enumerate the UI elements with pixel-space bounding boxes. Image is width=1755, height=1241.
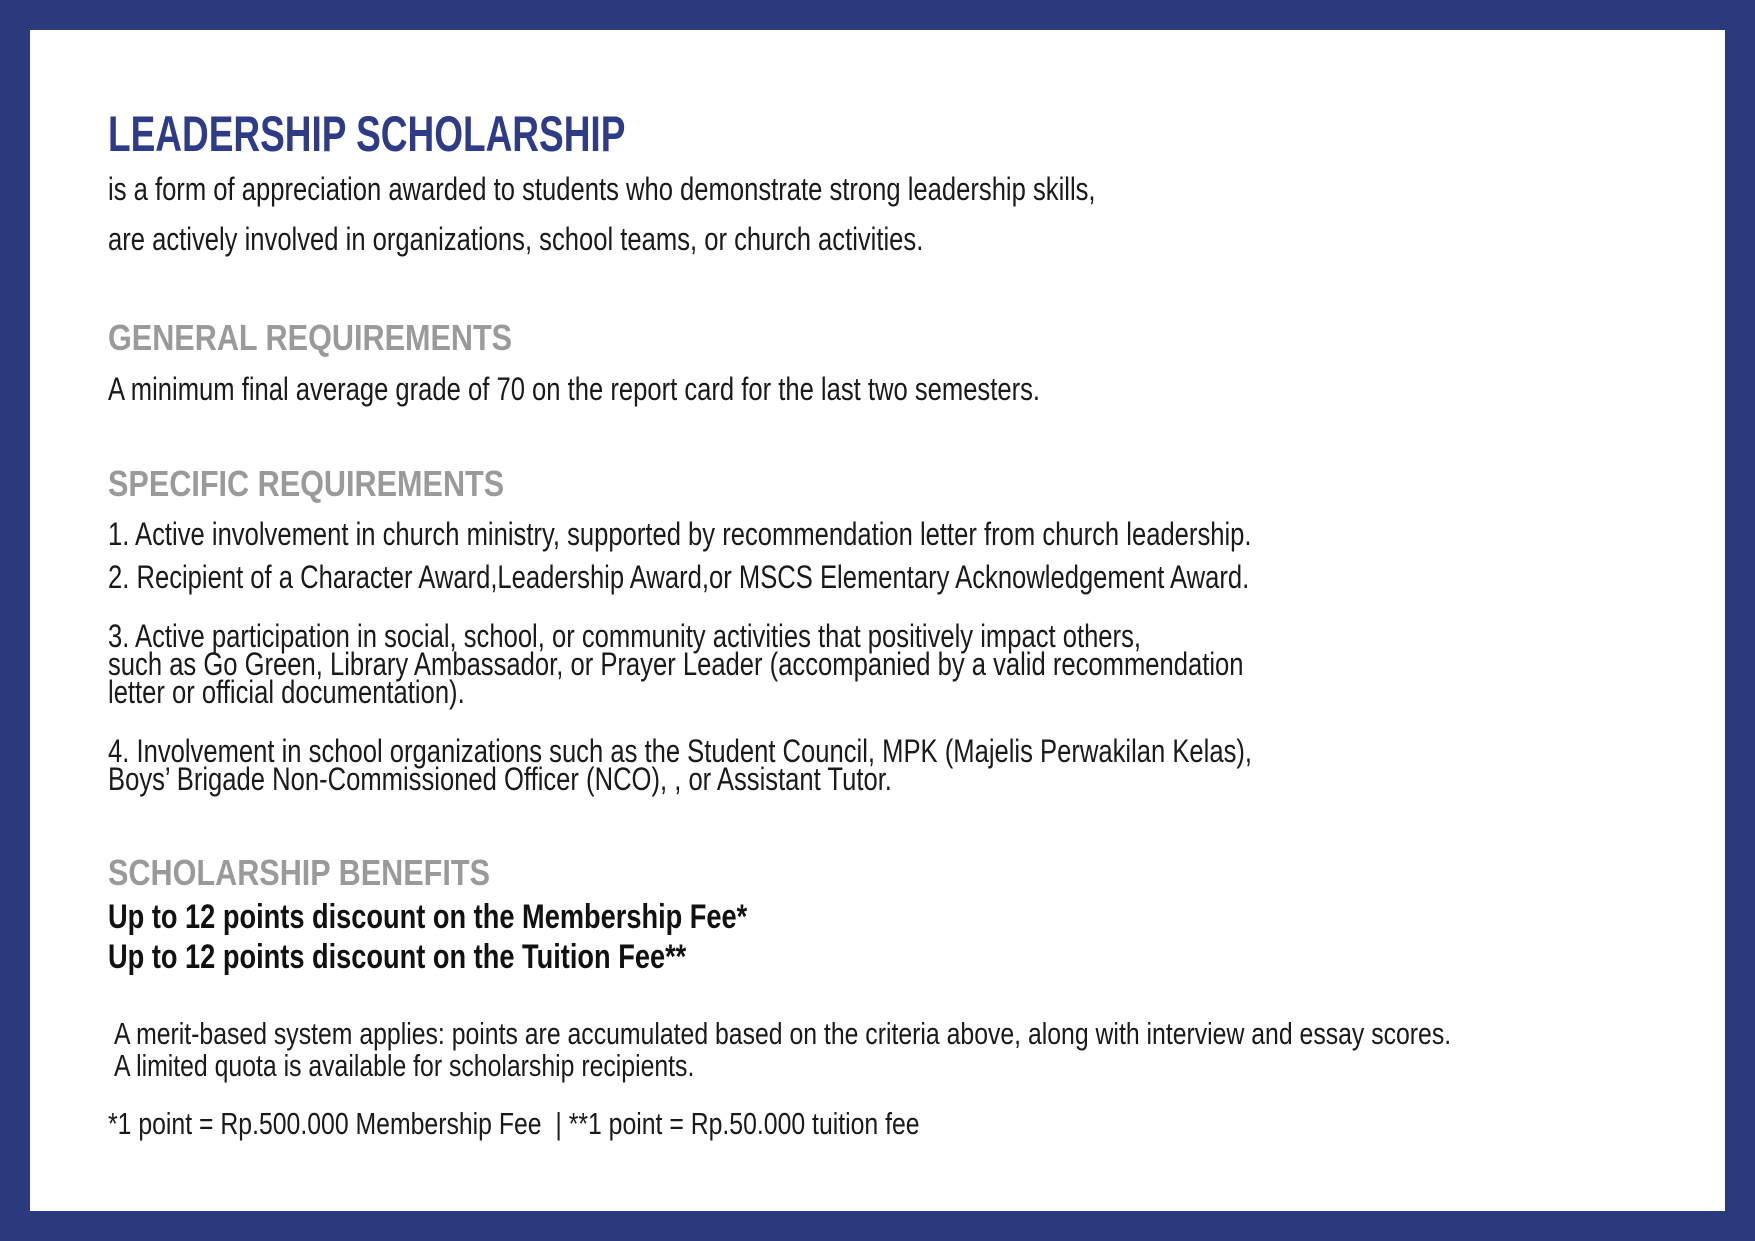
specific-requirement-item-3-line-2: such as Go Green, Library Ambassador, or Prayer Leader (accompanied by a valid recommendation	[108, 646, 1244, 682]
page-title: LEADERSHIP SCHOLARSHIP	[108, 106, 626, 162]
scholarship-benefits-heading: SCHOLARSHIP BENEFITS	[108, 852, 490, 893]
specific-requirements-heading: SPECIFIC REQUIREMENTS	[108, 463, 505, 504]
point-value-footnote: *1 point = Rp.500.000 Membership Fee | **1 point = Rp.50.000 tuition fee	[108, 1106, 920, 1141]
general-requirements-heading: GENERAL REQUIREMENTS	[108, 317, 513, 358]
specific-requirement-item-4-line-1: 4. Involvement in school organizations such as the Student Council, MPK (Majelis Perwakilan Kelas),	[108, 733, 1253, 769]
specific-requirement-item-1: 1. Active involvement in church ministry, supported by recommendation letter from church leadership.	[108, 516, 1252, 552]
benefit-membership-fee: Up to 12 points discount on the Membership Fee*	[108, 898, 748, 936]
intro-line-1: is a form of appreciation awarded to students who demonstrate strong leadership skills,	[108, 171, 1096, 207]
benefit-tuition-fee: Up to 12 points discount on the Tuition Fee**	[108, 938, 687, 976]
general-requirements-text: A minimum final average grade of 70 on the report card for the last two semesters.	[108, 371, 1041, 407]
merit-note-line-1: A merit-based system applies: points are accumulated based on the criteria above, along with interview and essay scores.	[114, 1016, 1452, 1051]
specific-requirement-item-2: 2. Recipient of a Character Award,Leadership Award,or MSCS Elementary Acknowledgement Award.	[108, 559, 1250, 595]
specific-requirement-item-3-line-1: 3. Active participation in social, school, or community activities that positively impact others,	[108, 618, 1141, 654]
merit-note-line-2: A limited quota is available for scholarship recipients.	[114, 1048, 695, 1083]
specific-requirement-item-3-line-3: letter or official documentation).	[108, 674, 465, 710]
specific-requirement-item-4-line-2: Boys’ Brigade Non-Commissioned Officer (NCO), , or Assistant Tutor.	[108, 761, 892, 797]
intro-line-2: are actively involved in organizations, school teams, or church activities.	[108, 221, 924, 257]
